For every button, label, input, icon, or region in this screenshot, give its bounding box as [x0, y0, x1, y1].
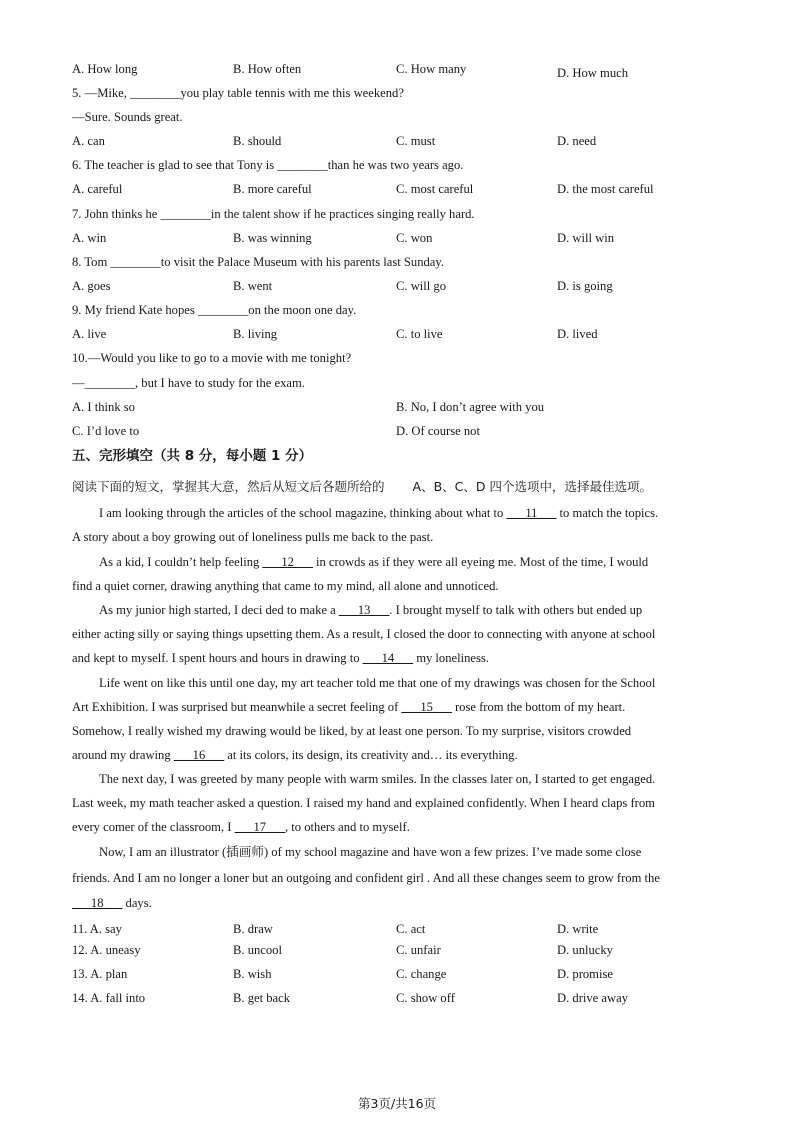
q10-stem: 10.—Would you like to go to a movie with me tonight? — [72, 351, 352, 365]
q12-option-c: C. unfair — [396, 943, 441, 957]
q5-stem: 5. —Mike, ________you play table tennis with me this weekend? — [72, 86, 404, 100]
q4-option-d: D. How much — [557, 66, 629, 80]
passage-line: As my junior high started, I deci ded to make a ___13___. I brought myself to talk with others but ended up — [99, 603, 643, 617]
q7-option-c: C. won — [396, 231, 433, 245]
q11-option-d: D. write — [557, 922, 599, 936]
q10-option-d: D. Of course not — [396, 424, 480, 438]
passage-line: either acting silly or saying things upsetting them. As a result, I closed the door to connecting with anyone at school — [72, 627, 656, 641]
q12-option-a: 12. A. uneasy — [72, 943, 141, 957]
passage-line: ___18___ days. — [72, 896, 152, 910]
passage-line: Art Exhibition. I was surprised but meanwhile a secret feeling of ___15___ rose from the bottom of my heart. — [72, 700, 626, 714]
passage-line: Life went on like this until one day, my art teacher told me that one of my drawings was chosen for the School — [99, 676, 656, 690]
q6-stem: 6. The teacher is glad to see that Tony is ________than he was two years ago. — [72, 158, 464, 172]
q10-reply: —________, but I have to study for the exam. — [72, 376, 305, 390]
q5-option-d: D. need — [557, 134, 597, 148]
q14-option-c: C. show off — [396, 991, 455, 1005]
passage-line: around my drawing ___16___ at its colors, its design, its creativity and… its everything. — [72, 748, 518, 762]
section-heading-cloze: 五、完形填空（共 8 分，每小题 1 分） — [72, 448, 313, 464]
q13-option-c: C. change — [396, 967, 447, 981]
q8-blank: ________ — [110, 255, 161, 269]
q7-option-b: B. was winning — [233, 231, 312, 245]
q9-option-b: B. living — [233, 327, 278, 341]
q9-option-a: A. live — [72, 327, 107, 341]
q14-option-d: D. drive away — [557, 991, 628, 1005]
q6-blank: ________ — [277, 158, 328, 172]
q14-option-b: B. get back — [233, 991, 291, 1005]
blank-16: ___16___ — [173, 748, 225, 762]
q9-option-d: D. lived — [557, 327, 598, 341]
q10-blank: ________ — [84, 376, 135, 390]
passage-line: The next day, I was greeted by many people with warm smiles. In the classes later on, I started to get engaged. — [99, 772, 656, 786]
q13-option-b: B. wish — [233, 967, 272, 981]
passage-line: A story about a boy growing out of loneliness pulls me back to the past. — [72, 530, 434, 544]
passage-line: I am looking through the articles of the school magazine, thinking about what to ___11___ to match the topics. — [99, 506, 659, 520]
cloze-instruction: 阅读下面的短文，掌握其大意，然后从短文后各题所给的 A、B、C、D 四个选项中，选择最佳选项。 — [72, 479, 652, 494]
blank-18: ___18___ — [72, 896, 123, 910]
q8-option-d: D. is going — [557, 279, 613, 293]
q6-option-a: A. careful — [72, 182, 123, 196]
blank-15: ___15___ — [401, 700, 452, 714]
q7-option-d: D. will win — [557, 231, 615, 245]
q12-option-d: D. unlucky — [557, 943, 613, 957]
q8-stem: 8. Tom ________to visit the Palace Museum with his parents last Sunday. — [72, 255, 445, 269]
blank-17: ___17___ — [234, 820, 285, 834]
q10-option-b: B. No, I don’t agree with you — [396, 400, 545, 414]
q7-stem: 7. John thinks he ________in the talent show if he practices singing really hard. — [72, 207, 475, 221]
q4-option-c: C. How many — [396, 62, 467, 76]
q13-option-d: D. promise — [557, 967, 613, 981]
q5-option-c: C. must — [396, 134, 436, 148]
blank-14: ___14___ — [362, 651, 414, 665]
q6-option-c: C. most careful — [396, 182, 474, 196]
q14-option-a: 14. A. fall into — [72, 991, 146, 1005]
passage-line: As a kid, I couldn’t help feeling ___12___ in crowds as if they were all eyeing me. Most of the time, I would — [99, 555, 649, 569]
q10-option-c: C. I’d love to — [72, 424, 140, 438]
q9-blank: ________ — [197, 303, 249, 317]
q8-option-a: A. goes — [72, 279, 111, 293]
q7-blank: ________ — [160, 207, 211, 221]
q5-blank: ________ — [130, 86, 181, 100]
q6-option-d: D. the most careful — [557, 182, 654, 196]
q8-option-c: C. will go — [396, 279, 447, 293]
q4-option-b: B. How often — [233, 62, 302, 76]
passage-line: every comer of the classroom, I ___17___, to others and to myself. — [72, 820, 410, 834]
passage-line: friends. And I am no longer a loner but an outgoing and confident girl . And all these changes seem to grow from the — [72, 871, 660, 885]
passage-line: and kept to myself. I spent hours and hours in drawing to ___14___ my loneliness. — [72, 651, 489, 665]
q12-option-b: B. uncool — [233, 943, 282, 957]
q13-option-a: 13. A. plan — [72, 967, 128, 981]
q5-option-a: A. can — [72, 134, 105, 148]
q9-stem: 9. My friend Kate hopes ________on the moon one day. — [72, 303, 357, 317]
passage-line: find a quiet corner, drawing anything that came to my mind, all alone and unnoticed. — [72, 579, 499, 593]
q9-option-c: C. to live — [396, 327, 443, 341]
blank-12: ___12___ — [262, 555, 313, 569]
passage-line: Somehow, I really wished my drawing would be liked, by at least one person. To my surprise, visitors crowded — [72, 724, 632, 738]
q11-option-a: 11. A. say — [72, 922, 122, 936]
passage-line: Now, I am an illustrator (插画师) of my school magazine and have won a few prizes. I’ve made some close — [99, 845, 642, 859]
q8-option-b: B. went — [233, 279, 273, 293]
blank-11: ___11___ — [506, 506, 557, 520]
q11-option-c: C. act — [396, 922, 426, 936]
q6-option-b: B. more careful — [233, 182, 312, 196]
q7-option-a: A. win — [72, 231, 107, 245]
q5-option-b: B. should — [233, 134, 282, 148]
q11-option-b: B. draw — [233, 922, 273, 936]
q4-option-a: A. How long — [72, 62, 138, 76]
q5-reply: —Sure. Sounds great. — [72, 110, 183, 124]
blank-13: ___13___ — [338, 603, 390, 617]
passage-line: Last week, my math teacher asked a question. I raised my hand and explained confidently. When I heard claps from — [72, 796, 655, 810]
page-number: 第3页/共16页 — [357, 1096, 437, 1111]
q10-option-a: A. I think so — [72, 400, 135, 414]
